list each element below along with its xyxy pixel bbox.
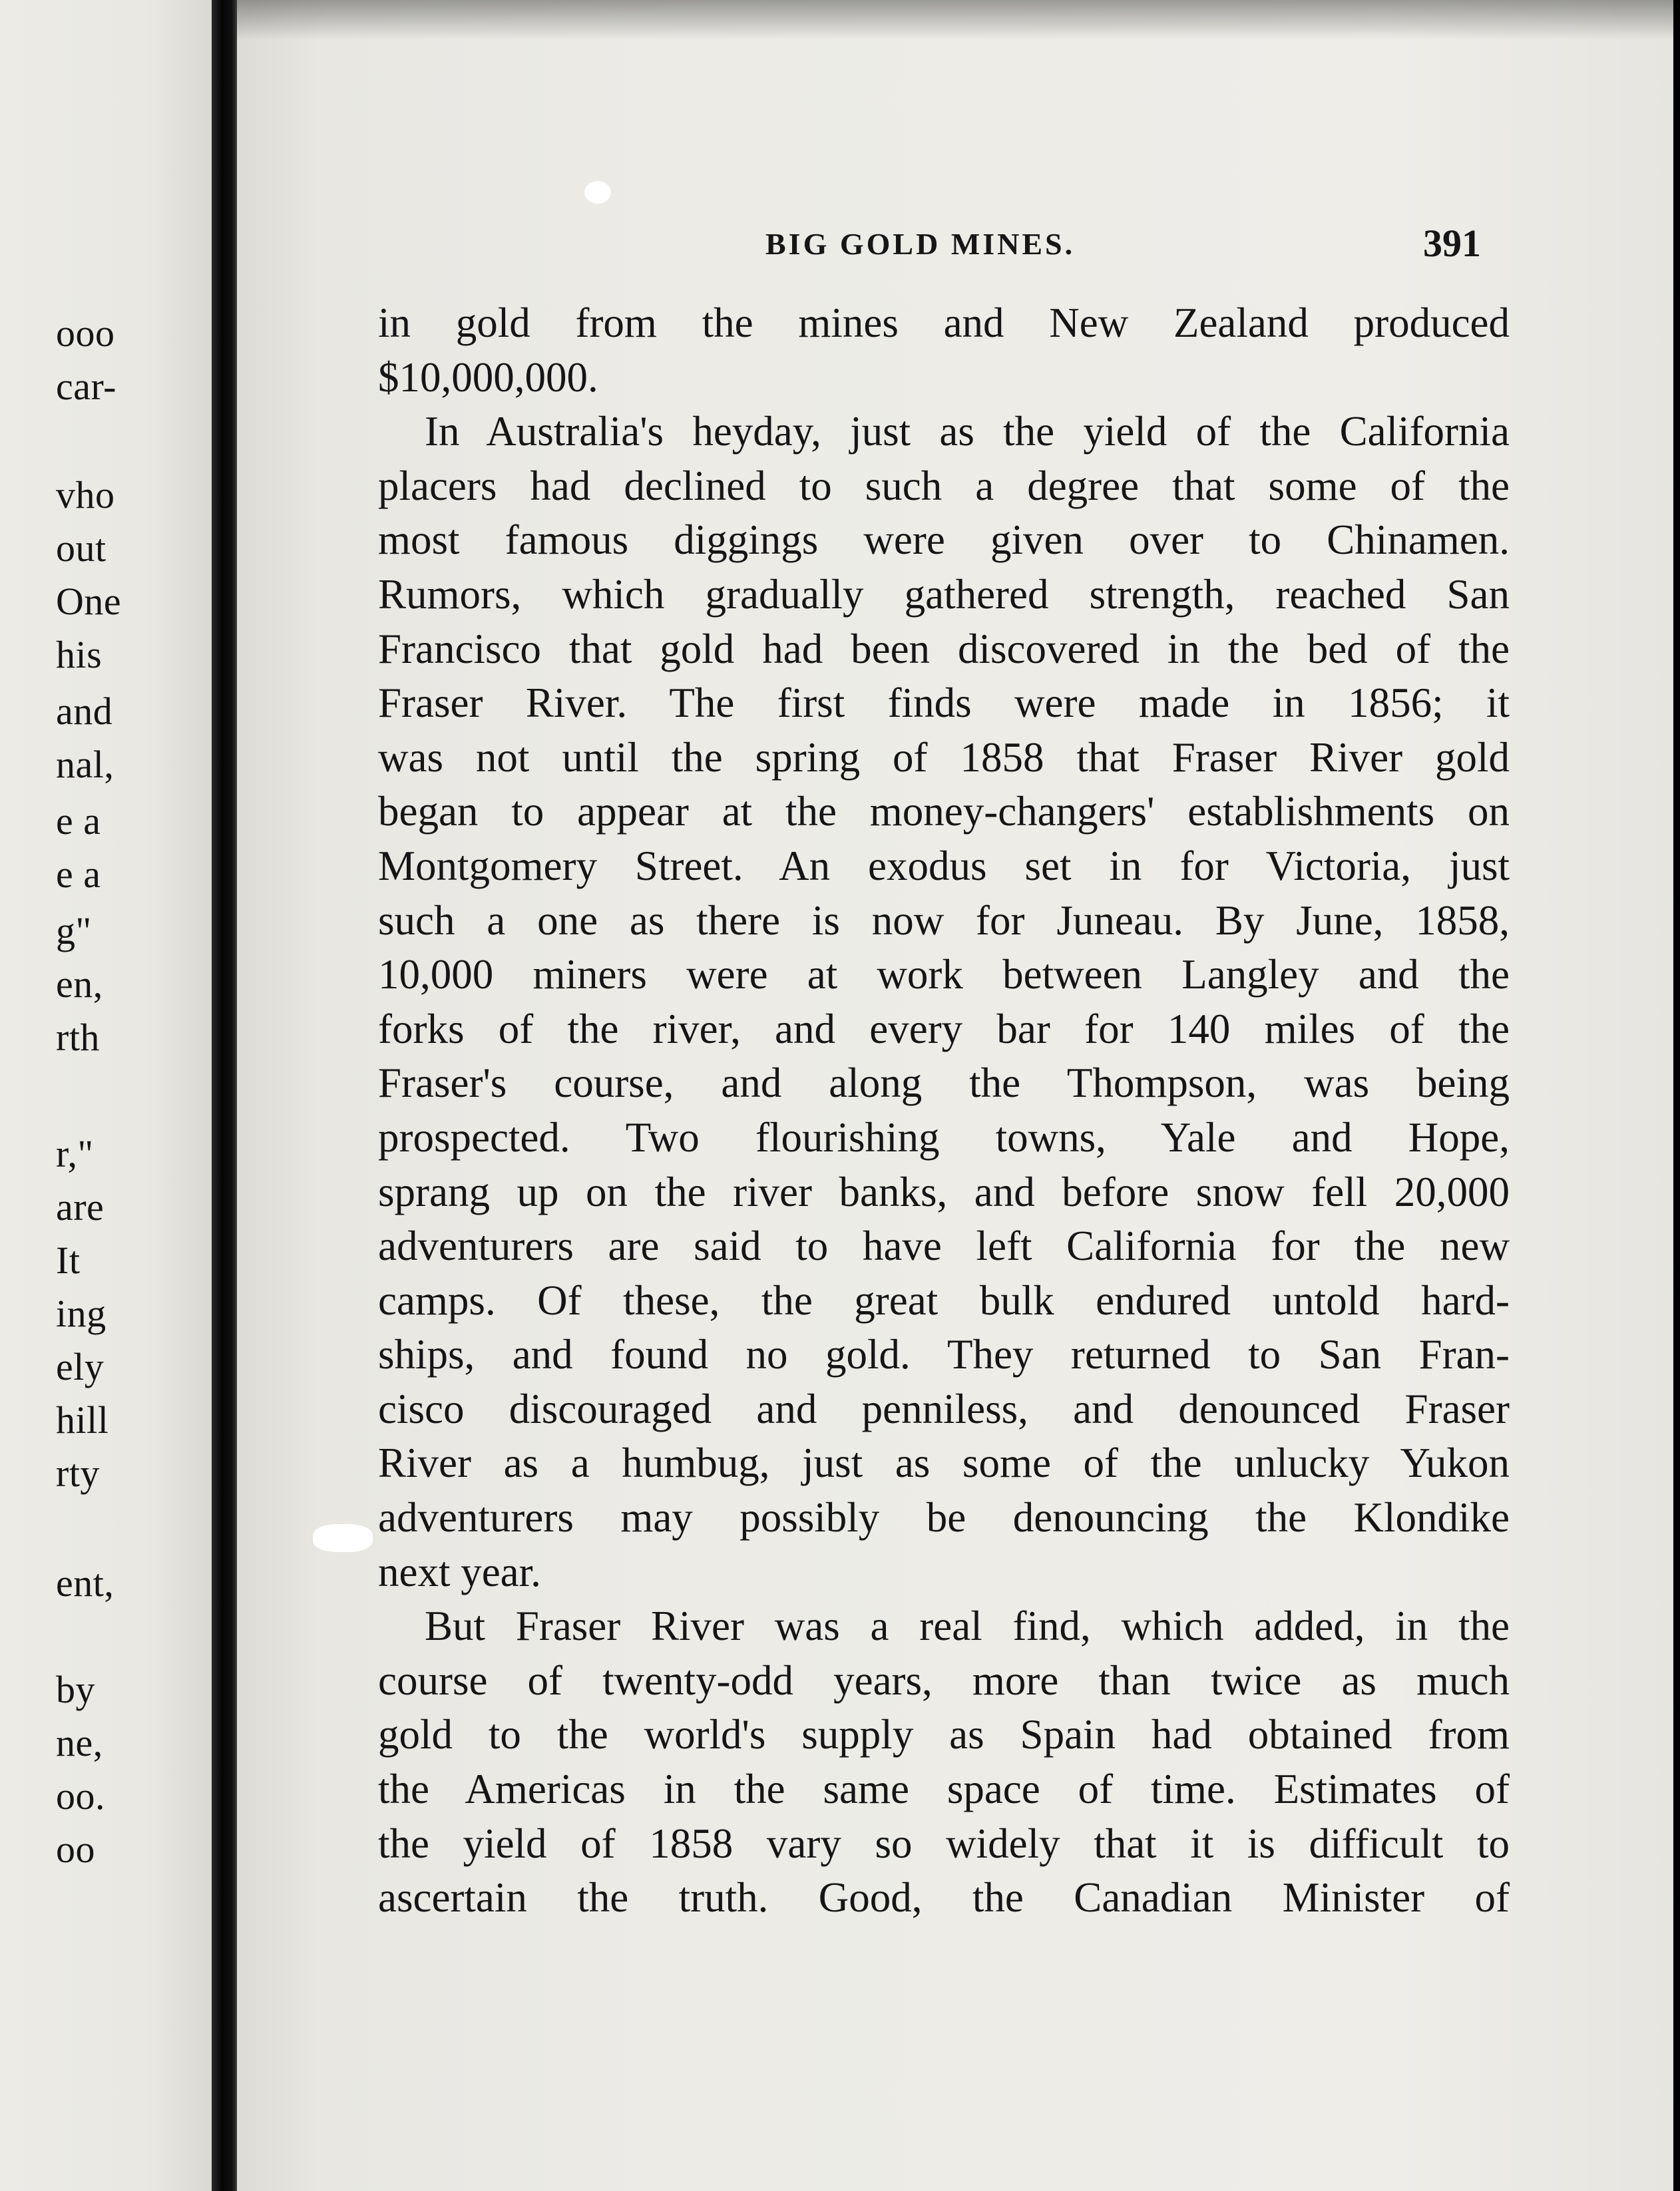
left-fragment: rty [56,1452,100,1495]
text-line: camps. Of these, the great bulk endured untold hard- [378,1277,1510,1324]
left-fragment: It [56,1239,81,1282]
text-line: Rumors, which gradually gathered strength, reached San [378,570,1510,618]
left-fragment: nal, [56,743,114,786]
facing-page-left [0,0,212,2191]
running-head: BIG GOLD MINES. [765,227,1076,261]
left-fragment: out [56,526,106,570]
left-fragment: his [56,633,103,676]
text-line: Fraser River. The first finds were made in 1856; it [378,680,1510,727]
left-fragment: car- [56,365,116,408]
page-number: 391 [1423,222,1481,265]
left-fragment: ooo [56,311,115,355]
left-fragment: en, [56,962,103,1006]
left-fragment: g" [56,909,92,952]
paper-blemish [584,181,611,204]
text-line: sprang up on the river banks, and before snow fell 20,000 [378,1168,1510,1215]
text-line: such a one as there is now for Juneau. By June, 1858, [378,896,1510,944]
text-line: Montgomery Street. An exodus set in for Victoria, just [378,842,1510,889]
text-line: $10,000,000. [378,353,598,401]
body-text [378,296,1510,1925]
text-line: began to appear at the money-changers' establishments on [378,788,1510,835]
text-line: ascertain the truth. Good, the Canadian Minister of [378,1874,1510,1921]
text-line: forks of the river, and every bar for 140 miles of the [378,1005,1510,1052]
left-fragment: oo. [56,1774,105,1818]
text-line: But Fraser River was a real find, which added, in the [425,1603,1510,1650]
left-fragment: r," [56,1132,94,1175]
left-fragment: ing [56,1292,106,1335]
left-fragment: e a [56,853,101,896]
text-line: gold to the world's supply as Spain had obtained from [378,1711,1510,1758]
text-line: placers had declined to such a degree that some of the [378,462,1510,509]
text-line: Francisco that gold had been discovered in the bed of the [378,625,1510,672]
text-line: In Australia's heyday, just as the yield of the California [425,408,1510,455]
left-fragment: and [56,690,113,733]
left-fragment: vho [56,473,115,516]
text-line: was not until the spring of 1858 that Fraser River gold [378,733,1510,781]
left-fragment: by [56,1668,95,1711]
left-fragment: ent, [56,1561,114,1605]
page-edge-shadow [1673,0,1680,2191]
text-line: the Americas in the same space of time. Estimates of [378,1766,1510,1813]
left-fragment: oo [56,1828,95,1871]
text-line: River as a humbug, just as some of the unlucky Yukon [378,1440,1510,1487]
left-fragment: ne, [56,1721,103,1764]
text-line: next year. [378,1548,541,1595]
left-fragment: One [56,580,122,623]
text-line: ships, and found no gold. They returned to San Fran- [378,1331,1510,1378]
text-line: prospected. Two flourishing towns, Yale and Hope, [378,1113,1510,1161]
left-fragment: are [56,1185,105,1229]
book-gutter [212,0,237,2191]
text-line: in gold from the mines and New Zealand produced [378,299,1510,346]
left-fragment: hill [56,1398,109,1442]
text-line: course of twenty-odd years, more than twice as much [378,1657,1510,1704]
left-fragment: ely [56,1345,105,1388]
text-line: Fraser's course, and along the Thompson, was being [378,1060,1510,1107]
paper-blemish [313,1524,373,1552]
left-fragment: rth [56,1016,100,1059]
left-fragment: e a [56,799,101,843]
text-line: 10,000 miners were at work between Langley and the [378,951,1510,998]
text-line: most famous diggings were given over to Chinamen. [378,516,1510,564]
text-line: adventurers are said to have left California for the new [378,1223,1510,1270]
text-line: the yield of 1858 vary so widely that it is difficult to [378,1820,1510,1867]
text-line: cisco discouraged and penniless, and denounced Fraser [378,1385,1510,1432]
text-line: adventurers may possibly be denouncing the Klondike [378,1494,1510,1541]
